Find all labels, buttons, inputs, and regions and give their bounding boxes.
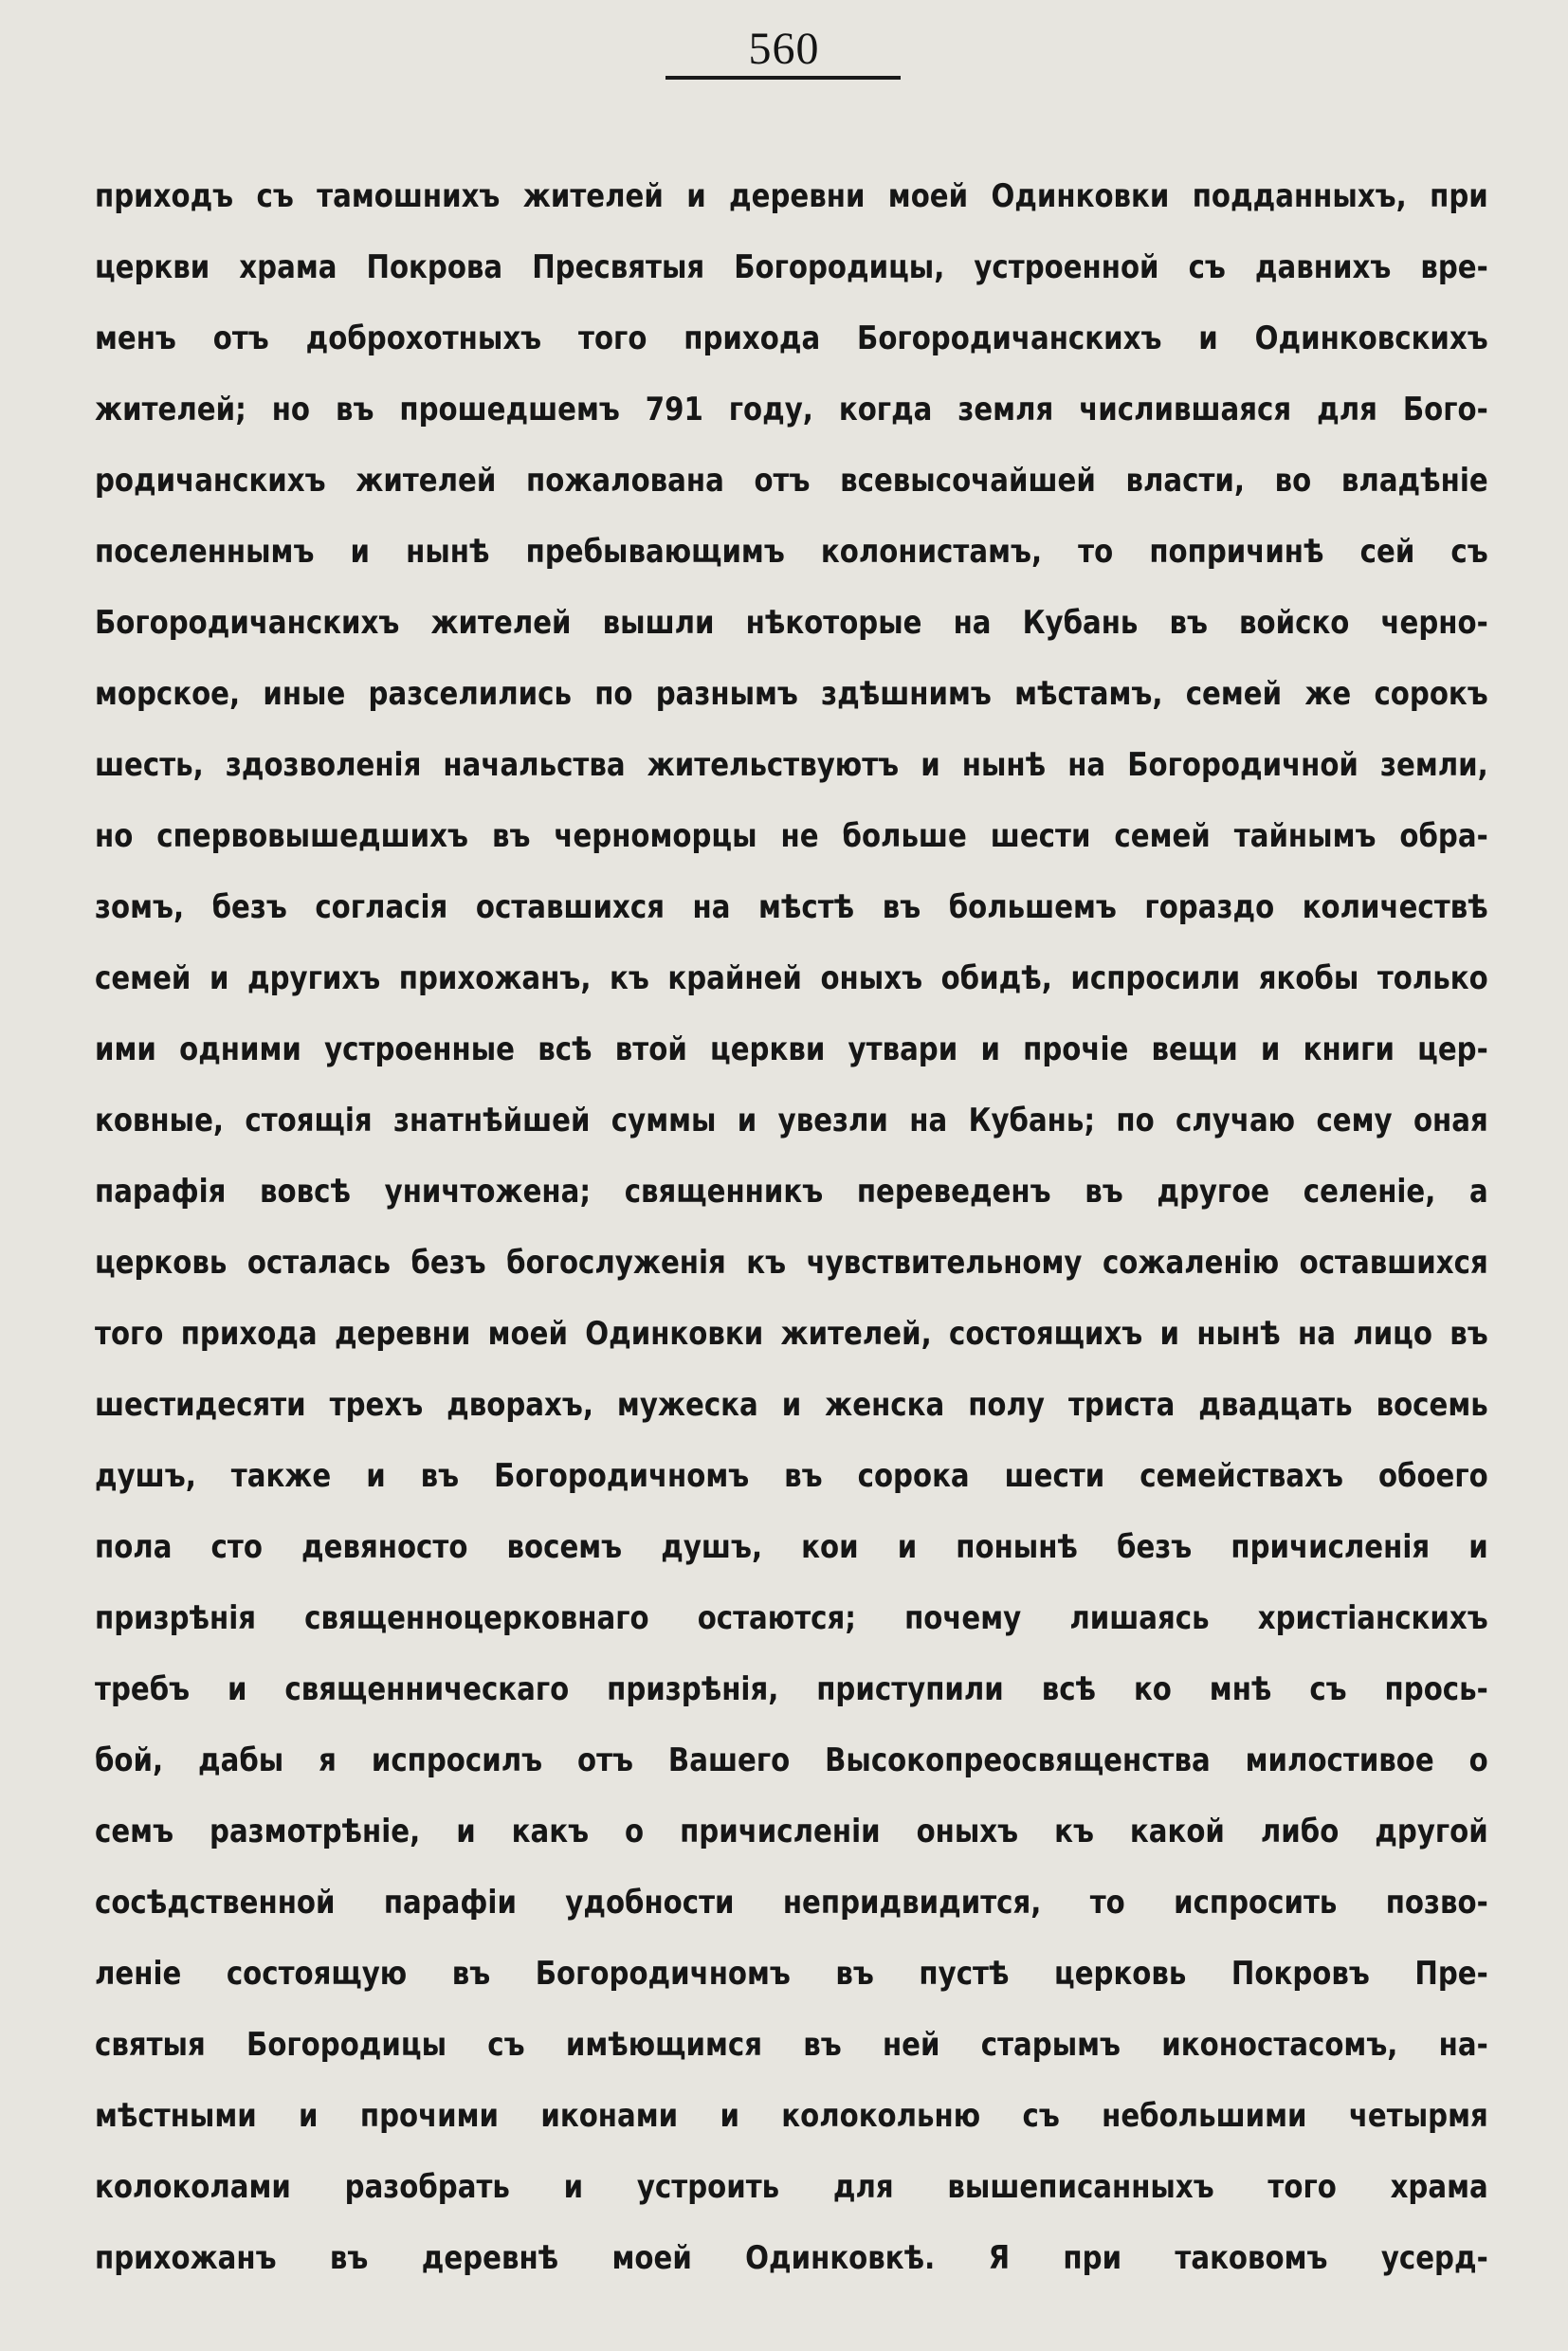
text-line: церковь осталась безъ богослуженія къ чувствительному сожаленію оставшихся xyxy=(95,1244,1488,1282)
text-line: душъ, также и въ Богородичномъ въ сорока шести семействахъ обоего xyxy=(95,1457,1488,1495)
text-line: жителей; но въ прошедшемъ 791 году, когда земля числившаяся для Бого- xyxy=(95,391,1488,428)
text-line: сосѣдственной парафіи удобности непридвидится, то испросить позво- xyxy=(95,1884,1488,1922)
text-line: требъ и священническаго призрѣнія, приступили всѣ ко мнѣ съ прось- xyxy=(95,1670,1488,1708)
text-line: прихожанъ въ деревнѣ моей Одинковкѣ. Я при таковомъ усерд- xyxy=(95,2239,1488,2277)
text-line: шестидесяти трехъ дворахъ, мужеска и женска полу триста двадцать восемь xyxy=(95,1386,1488,1424)
text-line: приходъ съ тамошнихъ жителей и деревни моей Одинковки подданныхъ, при xyxy=(95,177,1488,215)
text-line: семъ размотрѣніе, и какъ о причисленіи оныхъ къ какой либо другой xyxy=(95,1813,1488,1850)
text-line: ковные, стоящія знатнѣйшей суммы и увезли на Кубань; по случаю сему оная xyxy=(95,1102,1488,1139)
text-line: ими одними устроенные всѣ втой церкви утвари и прочіе вещи и книги цер- xyxy=(95,1030,1488,1068)
text-line: шесть, здозволенія начальства жительствуютъ и нынѣ на Богородичной земли, xyxy=(95,746,1488,784)
text-line: призрѣнія священноцерковнаго остаются; почему лишаясь христіанскихъ xyxy=(95,1599,1488,1637)
page-number: 560 xyxy=(748,24,820,74)
body-text xyxy=(95,161,1488,2294)
text-line: поселеннымъ и нынѣ пребывающимъ колонистамъ, то попричинѣ сей съ xyxy=(95,533,1488,571)
page-number-rule xyxy=(665,76,901,80)
text-line: парафія вовсѣ уничтожена; священникъ переведенъ въ другое селеніе, а xyxy=(95,1173,1488,1211)
text-line: но спервовышедшихъ въ черноморцы не больше шести семей тайнымъ обра- xyxy=(95,817,1488,855)
text-line: зомъ, безъ согласія оставшихся на мѣстѣ въ большемъ гораздо количествѣ xyxy=(95,888,1488,926)
page-header xyxy=(0,23,1568,76)
text-line: святыя Богородицы съ имѣющимся въ ней старымъ иконостасомъ, на- xyxy=(95,2026,1488,2064)
text-line: Богородичанскихъ жителей вышли нѣкоторые на Кубань въ войско черно- xyxy=(95,604,1488,642)
text-line: морское, иные разселились по разнымъ здѣшнимъ мѣстамъ, семей же сорокъ xyxy=(95,675,1488,713)
text-line: мѣстными и прочими иконами и колокольню съ небольшими четырмя xyxy=(95,2097,1488,2135)
text-line: церкви храма Покрова Пресвятыя Богородицы, устроенной съ давнихъ вре- xyxy=(95,248,1488,286)
text-line: менъ отъ доброхотныхъ того прихода Богородичанскихъ и Одинковскихъ xyxy=(95,319,1488,357)
text-line: семей и другихъ прихожанъ, къ крайней оныхъ обидѣ, испросили якобы только xyxy=(95,959,1488,997)
text-line: того прихода деревни моей Одинковки жителей, состоящихъ и нынѣ на лицо въ xyxy=(95,1315,1488,1353)
text-line: родичанскихъ жителей пожалована отъ всевысочайшей власти, во владѣніе xyxy=(95,462,1488,500)
text-line: колоколами разобрать и устроить для вышеписанныхъ того храма xyxy=(95,2168,1488,2206)
text-line: бой, дабы я испросилъ отъ Вашего Высокопреосвященства милостивое о xyxy=(95,1741,1488,1779)
text-line: леніе состоящую въ Богородичномъ въ пустѣ церковь Покровъ Пре- xyxy=(95,1955,1488,1993)
text-line: пола сто девяносто восемъ душъ, кои и понынѣ безъ причисленія и xyxy=(95,1528,1488,1566)
